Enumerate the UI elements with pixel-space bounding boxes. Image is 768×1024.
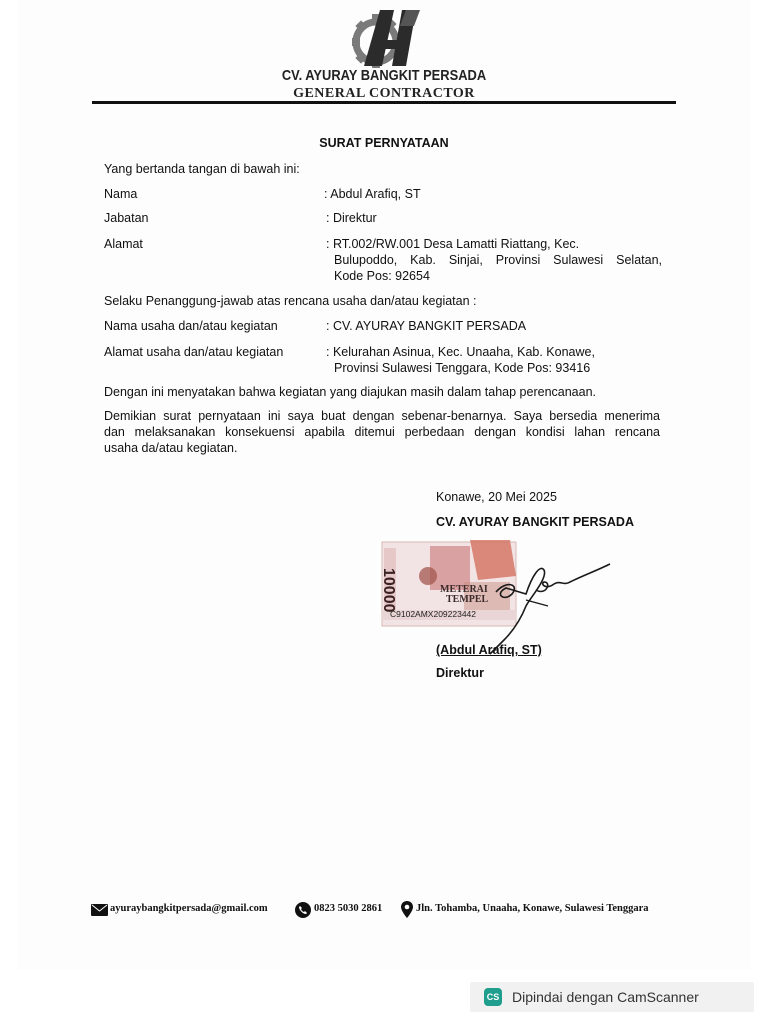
company-name: CV. AYURAY BANGKIT PERSADA (281, 67, 487, 84)
signer-name: (Abdul Arafiq, ST) (436, 643, 542, 657)
field-value-business-address-line2: Provinsi Sulawesi Tenggara, Kode Pos: 93416 (334, 361, 591, 375)
field-value-nama: : Abdul Arafiq, ST (324, 187, 421, 201)
signature-company: CV. AYURAY BANGKIT PERSADA (436, 515, 634, 529)
field-value-jabatan: : Direktur (326, 211, 377, 225)
camscanner-logo-icon: CS (484, 988, 502, 1006)
stamp-serial: C9102AMX209223442 (390, 609, 477, 619)
stamp-label-1: METERAI (440, 584, 488, 595)
phone-icon (295, 902, 311, 918)
place-date: Konawe, 20 Mei 2025 (436, 490, 557, 504)
camscanner-text: Dipindai dengan CamScanner (512, 989, 699, 1005)
field-label-nama: Nama (104, 187, 138, 201)
stamp-label-2: TEMPEL (446, 594, 489, 605)
letter-title: SURAT PERNYATAAN (319, 136, 449, 150)
footer-address: Jln. Tohamba, Unaaha, Konawe, Sulawesi Tenggara (416, 903, 649, 914)
statement-text: Dengan ini menyatakan bahwa kegiatan yang diajukan masih dalam tahap perencanaan. (104, 385, 597, 399)
closing-line-3: usaha da/atau kegiatan. (104, 441, 238, 455)
intro-text: Yang bertanda tangan di bawah ini: (104, 162, 300, 176)
field-value-business-address-line1: : Kelurahan Asinua, Kec. Unaaha, Kab. Konawe, (326, 345, 595, 359)
field-label-business-address: Alamat usaha dan/atau kegiatan (104, 345, 284, 359)
field-value-alamat-line2: Bulupoddo, Kab. Sinjai, Provinsi Sulawesi Selatan, (334, 253, 662, 267)
field-label-business-name: Nama usaha dan/atau kegiatan (104, 319, 278, 333)
footer-email: ayuraybangkitpersada@gmail.com (110, 903, 268, 914)
company-subtitle: GENERAL CONTRACTOR (293, 86, 475, 101)
field-label-alamat: Alamat (104, 237, 143, 251)
closing-line-1: Demikian surat pernyataan ini saya buat dengan sebenar-benarnya. Saya bersedia menerima (104, 409, 660, 423)
field-value-business-name: : CV. AYURAY BANGKIT PERSADA (326, 319, 527, 333)
camscanner-badge (470, 982, 754, 1012)
closing-line-2: dan melaksanakan konsekuensi apabila ditemui perbedaan dengan kondisi lahan rencana (104, 425, 660, 439)
stamp-value: 10000 (380, 568, 397, 613)
header-divider (92, 101, 676, 104)
field-value-alamat-line3: Kode Pos: 92654 (334, 269, 430, 283)
responsibility-intro: Selaku Penanggung-jawab atas rencana usaha dan/atau kegiatan : (104, 294, 477, 308)
field-value-alamat-line1: : RT.002/RW.001 Desa Lamatti Riattang, Kec. (326, 237, 580, 251)
signer-title: Direktur (436, 666, 484, 680)
field-label-jabatan: Jabatan (104, 211, 149, 225)
company-logo (350, 6, 426, 68)
handwritten-signature-icon (486, 556, 616, 656)
email-icon (91, 904, 108, 916)
footer-phone: 0823 5030 2861 (314, 903, 383, 914)
location-pin-icon (401, 901, 413, 918)
